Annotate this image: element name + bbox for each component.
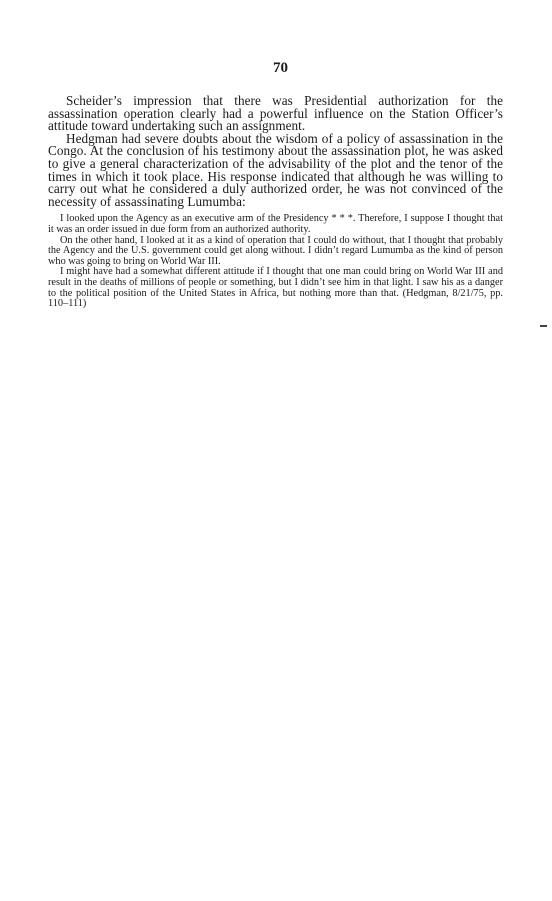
quote-paragraph: I might have had a somewhat different attitude if I thought that one man could bring on World War III and result in the deaths of millions of people or something, but I didn’t see him in that light. I saw his as a danger to the political position of the United States in Africa, but nothing more than that. (Hedgman, 8/21/75, pp. 110–111) (48, 266, 503, 310)
page-number: 70 (273, 60, 288, 76)
document-page (48, 0, 503, 310)
quote-paragraph: On the other hand, I looked at it as a kind of operation that I could do without, that I thought that probably the Agency and the U.S. government could get along without. I didn’t regard Lumumba as the kind of person who was going to bring on World War III. (48, 234, 503, 267)
margin-mark (540, 325, 547, 327)
body-paragraph: Scheider’s impression that there was Presidential authorization for the assassination operation clearly had a powerful influence on the Station Officer’s attitude toward undertaking such an assignment. (48, 93, 503, 134)
quote-paragraph: I looked upon the Agency as an executive arm of the Presidency * * *. Therefore, I suppose I thought that it was an order issued in due form from an authorized authority. (48, 213, 503, 235)
body-text (48, 95, 503, 208)
testimony-quote (48, 214, 503, 309)
body-paragraph: Hedgman had severe doubts about the wisdom of a policy of assassination in the Congo. At the conclusion of his testimony about the assassination plot, he was asked to give a general characterization of the advisability of the plot and the tenor of the times in which it took place. His response indicated that although he was willing to carry out what he considered a duly authorized order, he was not convinced of the necessity of assassinating Lumumba: (48, 130, 503, 209)
